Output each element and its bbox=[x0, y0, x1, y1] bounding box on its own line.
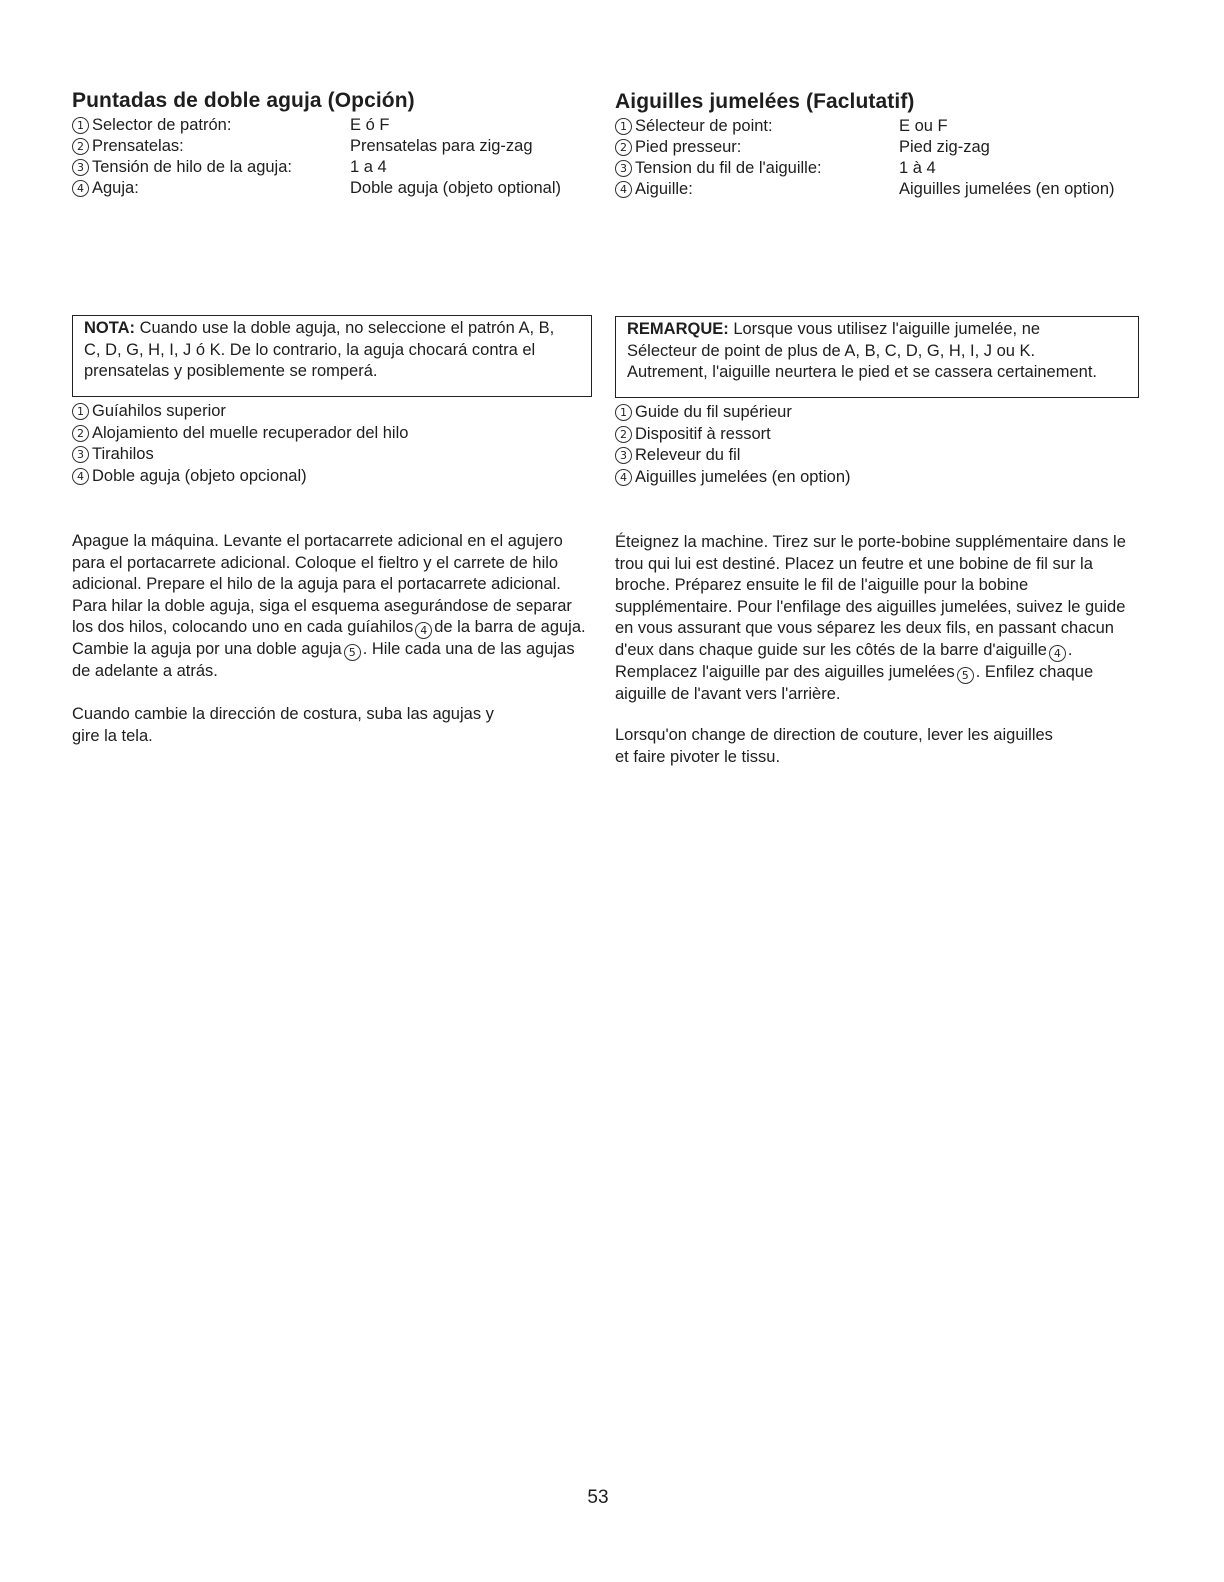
list-item bbox=[72, 444, 592, 466]
spanish-parts-list bbox=[72, 401, 592, 487]
french-note-box bbox=[615, 316, 1139, 398]
paragraph-text: Cuando cambie la dirección de costura, suba las agujas y bbox=[72, 705, 494, 723]
circled-number: 3 bbox=[615, 160, 632, 177]
circled-number: 2 bbox=[615, 426, 632, 443]
circled-number: 4 bbox=[415, 622, 432, 639]
paragraph-text: et faire pivoter le tissu. bbox=[615, 747, 781, 766]
spec-value: Prensatelas para zig-zag bbox=[350, 137, 533, 155]
part-label: Alojamiento del muelle recuperador del hilo bbox=[92, 423, 409, 442]
french-parts-list bbox=[615, 402, 1145, 488]
note-label: REMARQUE: bbox=[627, 320, 729, 338]
circled-number: 4 bbox=[615, 181, 632, 198]
circled-number: 3 bbox=[72, 159, 89, 176]
note-text: Cuando use la doble aguja, no seleccione el patrón A, B, bbox=[135, 319, 555, 337]
circled-number: 3 bbox=[615, 447, 632, 464]
circled-number: 1 bbox=[72, 117, 89, 134]
spec-label: Prensatelas: bbox=[92, 137, 184, 155]
spec-label: Aiguille: bbox=[635, 180, 693, 198]
spec-row bbox=[72, 178, 592, 199]
circled-number: 4 bbox=[72, 468, 89, 485]
spec-value: E ó F bbox=[350, 116, 390, 134]
list-item bbox=[615, 424, 1145, 446]
part-label: Releveur du fil bbox=[635, 446, 741, 464]
spanish-title: Puntadas de doble aguja (Opción) bbox=[72, 89, 415, 112]
spec-value: E ou F bbox=[899, 117, 948, 135]
paragraph-text: Apague la máquina. Levante el portacarrete adicional en el agujero para el portacarrete adicional. Coloque el fieltro y el carrete de hilo adicional. Prepare el hilo de la aguja para el portacarrete adicional. Para hilar la doble aguja, siga el esquema asegurándose de separar los dos hilos, colocando uno en cada guíahilos bbox=[72, 532, 572, 636]
spec-label: Sélecteur de point: bbox=[635, 117, 773, 135]
spanish-spec-list bbox=[72, 115, 592, 199]
spec-row bbox=[615, 116, 1145, 137]
list-item bbox=[615, 402, 1145, 424]
spec-value: Doble aguja (objeto optional) bbox=[350, 179, 561, 197]
list-item bbox=[615, 467, 1145, 489]
spec-label: Aguja: bbox=[92, 179, 139, 197]
spec-label: Tensión de hilo de la aguja: bbox=[92, 158, 292, 176]
spec-row bbox=[615, 179, 1145, 200]
spec-row bbox=[615, 137, 1145, 158]
paragraph-text: . Remplacez l'aiguille par des aiguilles jumelées bbox=[615, 640, 1073, 681]
circled-number: 4 bbox=[1049, 645, 1066, 662]
paragraph-text: . Enfilez chaque aiguille de l'avant vers l'arrière. bbox=[615, 662, 1094, 703]
list-item bbox=[72, 466, 592, 488]
spanish-note-box bbox=[72, 315, 592, 397]
note-label: NOTA: bbox=[84, 319, 136, 337]
spec-label: Tension du fil de l'aiguille: bbox=[635, 159, 822, 177]
paragraph-text: . Hile cada una de las agujas de adelante a atrás. bbox=[72, 640, 575, 680]
spec-value: 1 a 4 bbox=[350, 158, 387, 176]
circled-number: 2 bbox=[72, 425, 89, 442]
part-label: Aiguilles jumelées (en option) bbox=[635, 467, 851, 486]
page-number: 53 bbox=[587, 1487, 609, 1508]
spec-row bbox=[72, 115, 592, 136]
paragraph-text: gire la tela. bbox=[72, 726, 153, 745]
paragraph-text: de la barra de aguja. Cambie la aguja por una doble aguja bbox=[72, 618, 586, 658]
paragraph-text: Lorsqu'on change de direction de couture, lever les aiguilles bbox=[615, 726, 1053, 744]
note-text: Sélecteur de point de plus de A, B, C, D, G, H, I, J ou K. bbox=[627, 341, 1036, 360]
part-label: Tirahilos bbox=[92, 445, 154, 463]
spec-value: Pied zig-zag bbox=[899, 138, 990, 156]
note-text: Lorsque vous utilisez l'aiguille jumelée, ne bbox=[728, 320, 1041, 338]
circled-number: 4 bbox=[72, 180, 89, 197]
part-label: Guide du fil supérieur bbox=[635, 403, 792, 421]
circled-number: 3 bbox=[72, 446, 89, 463]
spec-value: 1 à 4 bbox=[899, 159, 936, 177]
spec-label: Pied presseur: bbox=[635, 138, 742, 156]
circled-number: 5 bbox=[344, 644, 361, 661]
french-paragraph-2 bbox=[615, 725, 1145, 768]
spec-row bbox=[72, 157, 592, 178]
part-label: Guíahilos superior bbox=[92, 402, 226, 420]
note-text: C, D, G, H, I, J ó K. De lo contrario, la aguja chocará contra el bbox=[84, 340, 536, 359]
note-text: prensatelas y posiblemente se romperá. bbox=[84, 362, 378, 380]
circled-number: 4 bbox=[615, 469, 632, 486]
list-item bbox=[72, 401, 592, 423]
circled-number: 1 bbox=[615, 118, 632, 135]
circled-number: 5 bbox=[957, 667, 974, 684]
paragraph-text: Éteignez la machine. Tirez sur le porte-bobine supplémentaire dans le trou qui lui est destiné. Placez un feutre et une bobine de fil sur la broche. Préparez ensuite le fil de l'aiguille pour la bobine supplémentaire. Pour l'enfilage des aiguilles jumelées, suivez le guide en vous assurant que vous séparez les deux fils, en passant chacun d'eux dans chaque guide sur les côtés de la barre d'aiguille bbox=[615, 533, 1126, 659]
note-text: Autrement, l'aiguille neurtera le pied et se cassera certainement. bbox=[627, 363, 1097, 381]
french-spec-list bbox=[615, 116, 1145, 200]
spanish-paragraph-2 bbox=[72, 704, 592, 747]
spanish-paragraph bbox=[72, 531, 587, 683]
list-item bbox=[72, 423, 592, 445]
spec-value: Aiguilles jumelées (en option) bbox=[899, 180, 1115, 198]
part-label: Dispositif à ressort bbox=[635, 424, 771, 443]
french-title: Aiguilles jumelées (Faclutatif) bbox=[615, 90, 915, 113]
circled-number: 1 bbox=[72, 403, 89, 420]
part-label: Doble aguja (objeto opcional) bbox=[92, 466, 307, 485]
spec-label: Selector de patrón: bbox=[92, 116, 232, 134]
circled-number: 2 bbox=[72, 138, 89, 155]
french-paragraph bbox=[615, 532, 1143, 705]
circled-number: 1 bbox=[615, 404, 632, 421]
spec-row bbox=[72, 136, 592, 157]
list-item bbox=[615, 445, 1145, 467]
circled-number: 2 bbox=[615, 139, 632, 156]
spec-row bbox=[615, 158, 1145, 179]
